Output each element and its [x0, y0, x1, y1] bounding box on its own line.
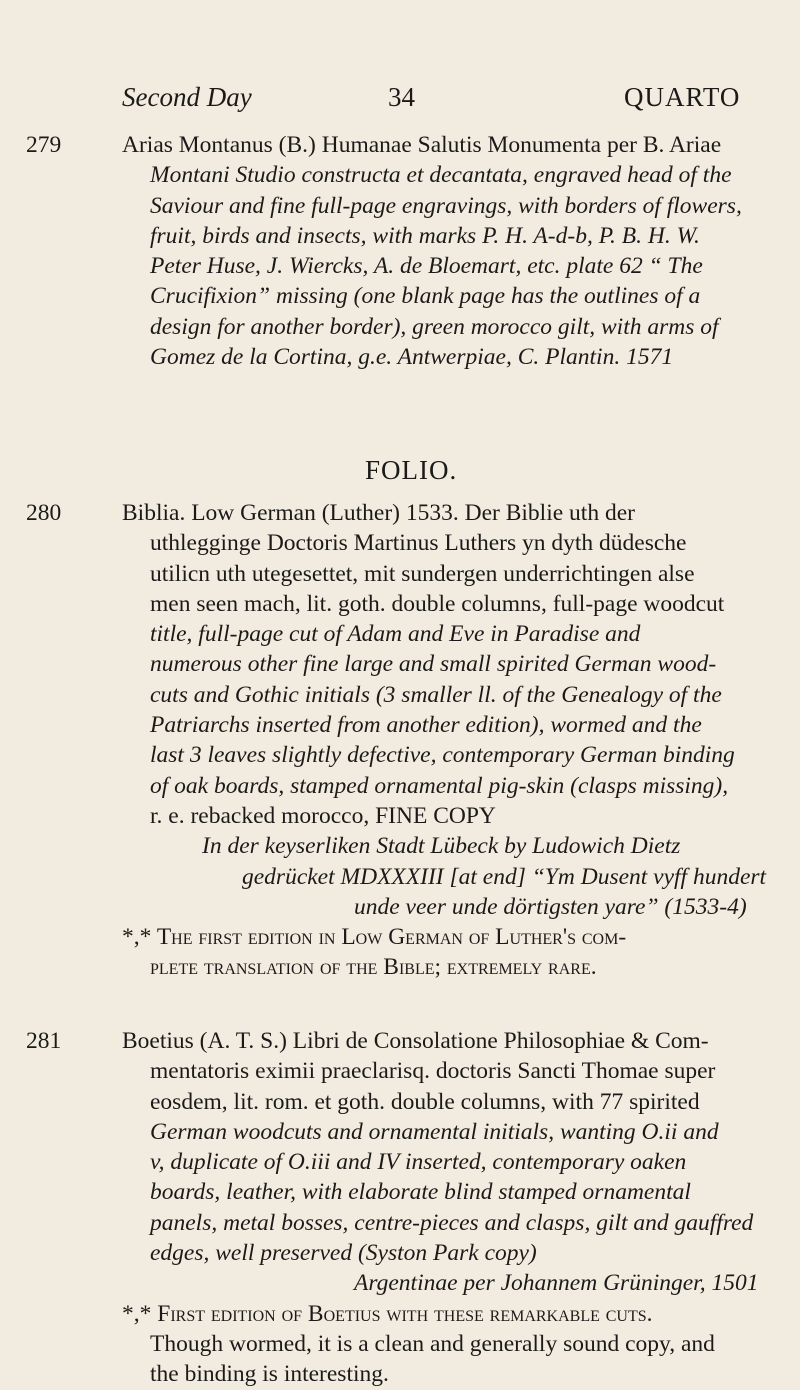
lot-line: design for another border), green morocco gilt, with arms of: [150, 313, 719, 340]
lot-line: r. e. rebacked morocco, FINE COPY: [150, 802, 496, 829]
lot-line: mentatoris eximii praeclarisq. doctoris Sancti Thomae super: [150, 1058, 716, 1085]
lot-line: unde veer unde dörtigsten yare” (1533-4): [354, 893, 747, 920]
lot-number: 279: [26, 132, 62, 158]
lot-line: Montani Studio constructa et decantata, engraved head of the: [150, 162, 732, 189]
lot-line: Boetius (A. T. S.) Libri de Consolatione Philosophiae & Com-: [122, 1028, 709, 1054]
lot-line: men seen mach, lit. goth. double columns, full-page woodcut: [150, 590, 725, 617]
lot-line: numerous other fine large and small spirited German wood-: [150, 651, 717, 678]
lot-line: panels, metal bosses, centre-pieces and clasps, gilt and gauffred: [150, 1209, 754, 1236]
lot-number: 281: [26, 1028, 62, 1054]
lot-line: Argentinae per Johannem Grüninger, 1501: [354, 1270, 759, 1297]
lot-line: gedrücket MDXXXIII [at end] “Ym Dusent vyff hundert: [242, 863, 767, 890]
lot-note: the binding is interesting.: [150, 1361, 389, 1388]
lot-line: uthlegginge Doctoris Martinus Luthers yn dyth düdesche: [150, 530, 687, 557]
lot-line: German woodcuts and ornamental initials, wanting O.ii and: [150, 1118, 719, 1145]
lot-note: *,* First edition of Boetius with these remarkable cuts.: [122, 1300, 653, 1327]
lot-line: boards, leather, with elaborate blind stamped ornamental: [150, 1179, 691, 1206]
section-title: FOLIO.: [365, 455, 458, 485]
lot-line: Biblia. Low German (Luther) 1533. Der Biblie uth der: [122, 500, 635, 526]
lot-line: Gomez de la Cortina, g.e. Antwerpiae, C. Plantin. 1571: [150, 344, 674, 371]
running-head-format: QUARTO: [624, 82, 741, 112]
lot-line: of oak boards, stamped ornamental pig-skin (clasps missing),: [150, 772, 729, 799]
lot-line: cuts and Gothic initials (3 smaller ll. of the Genealogy of the: [150, 681, 722, 708]
page-number: 34: [388, 82, 415, 112]
lot-line: Arias Montanus (B.) Humanae Salutis Monumenta per B. Ariae: [122, 132, 722, 158]
lot-line: eosdem, lit. rom. et goth. double columns, with 77 spirited: [150, 1088, 700, 1115]
lot-note: plete translation of the Bible; extremely rare.: [150, 954, 597, 981]
lot-note: *,* The first edition in Low German of Luther's com-: [122, 924, 627, 951]
lot-line: Patriarchs inserted from another edition), wormed and the: [150, 712, 702, 739]
lot-number: 280: [26, 500, 62, 526]
lot-line: fruit, birds and insects, with marks P. H. A-d-b, P. B. H. W.: [150, 222, 700, 249]
lot-279: [26, 130, 742, 372]
lot-280: [26, 498, 767, 983]
lot-line: v, duplicate of O.iii and IV inserted, contemporary oaken: [150, 1149, 687, 1176]
lot-description: [122, 130, 782, 372]
lot-note: Though wormed, it is a clean and generally sound copy, and: [150, 1330, 715, 1357]
lot-description: [122, 498, 782, 983]
lot-line: Peter Huse, J. Wiercks, A. de Bloemart, etc. plate 62 “ The: [150, 253, 703, 280]
lot-line: title, full-page cut of Adam and Eve in Paradise and: [150, 621, 641, 648]
lot-line: Crucifixion” missing (one blank page has the outlines of a: [150, 283, 701, 310]
lot-line: utilicn uth utegesettet, mit sundergen underrichtingen alse: [150, 560, 695, 587]
lot-line: edges, well preserved (Syston Park copy): [150, 1240, 537, 1267]
lot-line: Saviour and fine full-page engravings, with borders of flowers,: [150, 192, 742, 219]
lot-line: In der keyserliken Stadt Lübeck by Ludowich Dietz: [202, 833, 681, 860]
lot-281: [26, 1026, 759, 1390]
running-head-day: Second Day: [122, 82, 252, 112]
lot-line: last 3 leaves slightly defective, contemporary German binding: [150, 742, 735, 769]
lot-description: [122, 1026, 782, 1390]
